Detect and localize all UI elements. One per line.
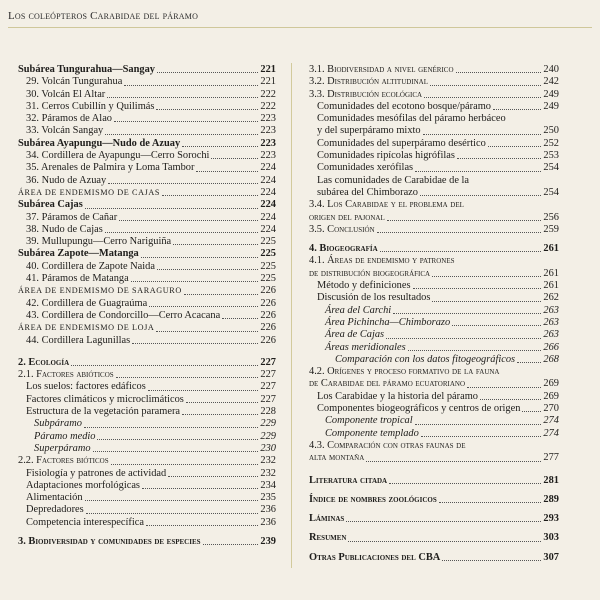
toc-entry[interactable]: Subárea Ayapungu—Nudo de Azuay 223 <box>18 137 276 149</box>
toc-entry[interactable]: 35. Arenales de Palmira y Loma Tambor 224 <box>26 162 276 174</box>
toc-entry[interactable]: Subárea Zapote—Matanga 225 <box>18 248 276 260</box>
toc-entry[interactable]: ÁREA DE ENDEMISMO DE SARAGURO 226 <box>18 285 276 297</box>
toc-entry[interactable]: Adaptaciones morfológicas 234 <box>26 479 276 491</box>
toc-left-column <box>18 64 276 548</box>
toc-section-line[interactable]: 4.2. Orígenes y proceso formativo de la fauna <box>309 366 500 378</box>
toc-entry[interactable]: ÁREA DE ENDEMISMO DE CAJAS 224 <box>18 186 276 198</box>
column-divider <box>291 63 292 568</box>
toc-chapter[interactable]: 2. Ecología 227 <box>18 356 276 368</box>
toc-entry[interactable]: Comunidades xerófilas 254 <box>317 162 559 174</box>
toc-entry-line[interactable]: Las comunidades de Carabidae de la <box>317 174 470 186</box>
toc-chapter[interactable]: 4. Biogeografía 261 <box>309 243 559 255</box>
toc-entry[interactable]: 38. Nudo de Cajas 224 <box>26 223 276 235</box>
toc-entry[interactable]: Los suelos: factores edáficos 227 <box>26 381 276 393</box>
toc-entry[interactable]: y del superpáramo mixto 250 <box>317 125 559 137</box>
toc-entry[interactable]: Área Pichincha—Chimborazo 263 <box>325 316 559 328</box>
toc-entry[interactable]: Comparación con los datos fitogeográficos 268 <box>335 353 559 365</box>
toc-section-line[interactable]: 4.3. Comparación con otras faunas de <box>309 439 466 451</box>
toc-entry[interactable]: Depredadores 236 <box>26 504 276 516</box>
toc-entry[interactable]: Subárea Cajas 224 <box>18 199 276 211</box>
toc-entry[interactable]: Fisiología y patrones de actividad 232 <box>26 467 276 479</box>
toc-entry[interactable]: Discusión de los resultados 262 <box>317 292 559 304</box>
toc-entry[interactable]: Comunidades del superpáramo desértico 252 <box>317 137 559 149</box>
toc-entry[interactable]: 34. Cordillera de Ayapungu—Cerro Sorochi 223 <box>26 150 276 162</box>
toc-section[interactable]: de distribución biogeográfica 261 <box>309 267 559 279</box>
toc-section[interactable]: 3.2. Distribución altitudinal 242 <box>309 76 559 88</box>
toc-entry[interactable]: 43. Cordillera de Condorcillo—Cerro Acacana 226 <box>26 309 276 321</box>
toc-entry[interactable]: Componente templado 274 <box>325 427 559 439</box>
toc-entry[interactable]: 32. Páramos de Alao 223 <box>26 113 276 125</box>
toc-entry[interactable]: subárea del Chimborazo 254 <box>317 186 559 198</box>
toc-entry[interactable]: 36. Nudo de Azuay 224 <box>26 174 276 186</box>
toc-entry[interactable]: Áreas meridionales 266 <box>325 341 559 353</box>
toc-chapter[interactable]: Literatura citada 281 <box>309 474 559 486</box>
toc-entry[interactable]: Superpáramo 230 <box>34 442 276 454</box>
toc-entry-line[interactable]: Comunidades mesófilas del páramo herbáceo <box>317 113 506 125</box>
toc-chapter[interactable]: Láminas 293 <box>309 513 559 525</box>
toc-section[interactable]: 3.3. Distribución ecológica 249 <box>309 88 559 100</box>
toc-section[interactable]: 2.1. Factores abióticos 227 <box>18 369 276 381</box>
toc-entry[interactable]: 39. Mullupungu—Cerro Nariguiña 225 <box>26 236 276 248</box>
toc-section[interactable]: 3.5. Conclusión 259 <box>309 223 559 235</box>
toc-entry[interactable]: Factores climáticos y microclimáticos 227 <box>26 393 276 405</box>
toc-chapter[interactable]: Resumen 303 <box>309 532 559 544</box>
toc-section[interactable]: 3.1. Biodiversidad a nivel genérico 240 <box>309 64 559 75</box>
toc-entry[interactable]: Los Carabidae y la historia del páramo 269 <box>317 390 559 402</box>
toc-section[interactable]: origen del pajonal 256 <box>309 211 559 223</box>
toc-entry[interactable]: Subárea Tungurahua—Sangay 221 <box>18 64 276 75</box>
toc-entry[interactable]: Páramo medio 229 <box>34 430 276 442</box>
toc-chapter[interactable]: 3. Biodiversidad y comunidades de especies 239 <box>18 535 276 547</box>
toc-entry[interactable]: 37. Páramos de Cañar 224 <box>26 211 276 223</box>
toc-section[interactable]: 2.2. Factores bióticos 232 <box>18 455 276 467</box>
header-rule <box>8 27 592 28</box>
toc-entry[interactable]: Área de Cajas 263 <box>325 329 559 341</box>
toc-section[interactable]: alta montaña 277 <box>309 452 559 464</box>
toc-chapter[interactable]: Índice de nombres zoológicos 289 <box>309 493 559 505</box>
toc-entry[interactable]: Estructura de la vegetación paramera 228 <box>26 406 276 418</box>
toc-entry[interactable]: ÁREA DE ENDEMISMO DE LOJA 226 <box>18 322 276 334</box>
toc-entry[interactable]: Competencia interespecífica 236 <box>26 516 276 528</box>
toc-entry[interactable]: 33. Volcán Sangay 223 <box>26 125 276 137</box>
toc-entry[interactable]: 30. Volcán El Altar 222 <box>26 88 276 100</box>
toc-entry[interactable]: 29. Volcán Tungurahua 221 <box>26 76 276 88</box>
toc-section[interactable]: de Carabidae del páramo ecuatoriano 269 <box>309 378 559 390</box>
toc-entry[interactable]: Comunidades ripícolas higrófilas 253 <box>317 150 559 162</box>
toc-chapter[interactable]: Otras Publicaciones del CBA 307 <box>309 551 559 563</box>
toc-section-line[interactable]: 3.4. Los Carabidae y el problema del <box>309 199 464 211</box>
toc-entry[interactable]: Componente tropical 274 <box>325 415 559 427</box>
toc-entry[interactable]: 41. Páramos de Matanga 225 <box>26 273 276 285</box>
toc-right-column <box>309 64 559 564</box>
toc-entry[interactable]: Método y definiciones 261 <box>317 280 559 292</box>
toc-entry[interactable]: Área del Carchi 263 <box>325 304 559 316</box>
toc-entry[interactable]: 42. Cordillera de Guagraúma 226 <box>26 297 276 309</box>
toc-section-line[interactable]: 4.1. Áreas de endemismo y patrones <box>309 255 455 267</box>
toc-entry[interactable]: 40. Cordillera de Zapote Naida 225 <box>26 260 276 272</box>
toc-entry[interactable]: 44. Cordillera Lagunillas 226 <box>26 334 276 346</box>
toc-entry[interactable]: Componentes biogeográficos y centros de origen 270 <box>317 403 559 415</box>
toc-entry[interactable]: Alimentación 235 <box>26 492 276 504</box>
running-header: Los coleópteros Carabidae del páramo <box>8 10 199 22</box>
toc-entry[interactable]: 31. Cerros Cubillín y Quilimás 222 <box>26 100 276 112</box>
toc-entry[interactable]: Comunidades del ecotono bosque/páramo 249 <box>317 100 559 112</box>
toc-entry[interactable]: Subpáramo 229 <box>34 418 276 430</box>
